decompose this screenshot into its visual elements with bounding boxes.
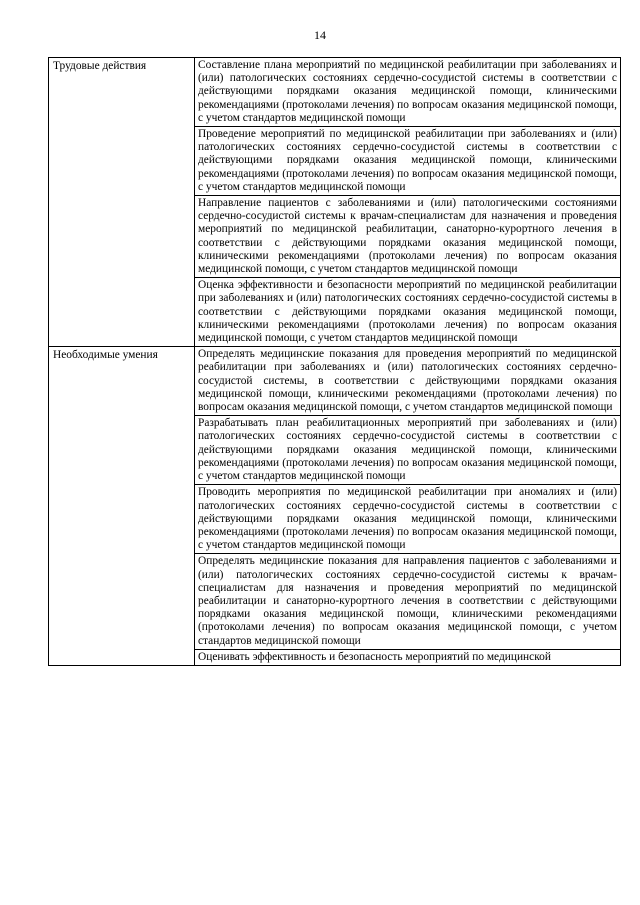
labor-action-item: Оценка эффективности и безопасности мероприятий по медицинской реабилитации при заболеваниях и (или) патологических состояниях сердечно-сосудистой системы в соответствии с действующими порядками оказания медицинской помощи, клиническими рекомендациями (протоколами лечения) по вопросам оказания медицинской помощи, с учетом стандартов медицинской помощи (198, 279, 617, 345)
page-number: 14 (314, 28, 326, 42)
skill-item: Оценивать эффективность и безопасность мероприятий по медицинской (198, 650, 551, 663)
skill-item: Проводить мероприятия по медицинской реабилитации при аномалиях и (или) патологических состояниях сердечно-сосудистой системы в соответствии с действующими порядками оказания медицинской помощи, клиническими рекомендациями (протоколами лечения) по вопросам оказания медицинской помощи, с учетом стандартов медицинской помощи (195, 485, 620, 554)
section-items (195, 58, 621, 347)
skill-item: Определять медицинские показания для проведения мероприятий по медицинской реабилитации при заболеваниях и (или) патологических состояниях сердечно-сосудистой системы, в соответствии с действующими порядками оказания медицинской помощи, клиническими рекомендациями (протоколами лечения) по вопросам оказания медицинской помощи, с учетом стандартов медицинской помощи (195, 347, 620, 416)
labor-action-item: Составление плана мероприятий по медицинской реабилитации при заболеваниях и (или) патологических состояниях сердечно-сосудистой системы в соответствии с действующими порядками оказания медицинской помощи, клиническими рекомендациями (протоколами лечения) по вопросам оказания медицинской помощи, с учетом стандартов медицинской помощи (195, 58, 620, 127)
section-row-labor-actions (49, 58, 621, 347)
section-items (195, 347, 621, 665)
section-row-required-skills (49, 347, 621, 665)
section-label: Трудовые действия (49, 58, 195, 347)
labor-action-item: Проведение мероприятий по медицинской реабилитации при заболеваниях и (или) патологических состояниях сердечно-сосудистой системы в соответствии с действующими порядками оказания медицинской помощи, клиническими рекомендациями (протоколами лечения) по вопросам оказания медицинской помощи, с учетом стандартов медицинской помощи (195, 127, 620, 196)
section-label: Необходимые умения (49, 347, 195, 665)
competency-table (48, 57, 621, 666)
skill-item: Определять медицинские показания для направления пациентов с заболеваниями и (или) патологических состояниях сердечно-сосудистой системы к врачам-специалистам для назначения и проведения мероприятий по медицинской реабилитации и санаторно-курортного лечения в соответствии с действующими порядками оказания медицинской помощи, клиническими рекомендациями (протоколами лечения) по вопросам оказания медицинской помощи, с учетом стандартов медицинской помощи (195, 554, 620, 649)
skill-item: Разрабатывать план реабилитационных мероприятий при заболеваниях и (или) патологических состояниях сердечно-сосудистой системы в соответствии с действующими порядками оказания медицинской помощи, клиническими рекомендациями (протоколами лечения) по вопросам оказания медицинской помощи, с учетом стандартов медицинской помощи (195, 416, 620, 485)
labor-action-item: Направление пациентов с заболеваниями и (или) патологическими состояниями сердечно-сосудистой системы к врачам-специалистам для назначения и проведения мероприятий по медицинской реабилитации, санаторно-курортного лечения в соответствии с действующими порядками оказания медицинской помощи, клиническими рекомендациями (протоколами лечения) по вопросам оказания медицинской помощи, с учетом стандартов медицинской помощи (195, 196, 620, 278)
